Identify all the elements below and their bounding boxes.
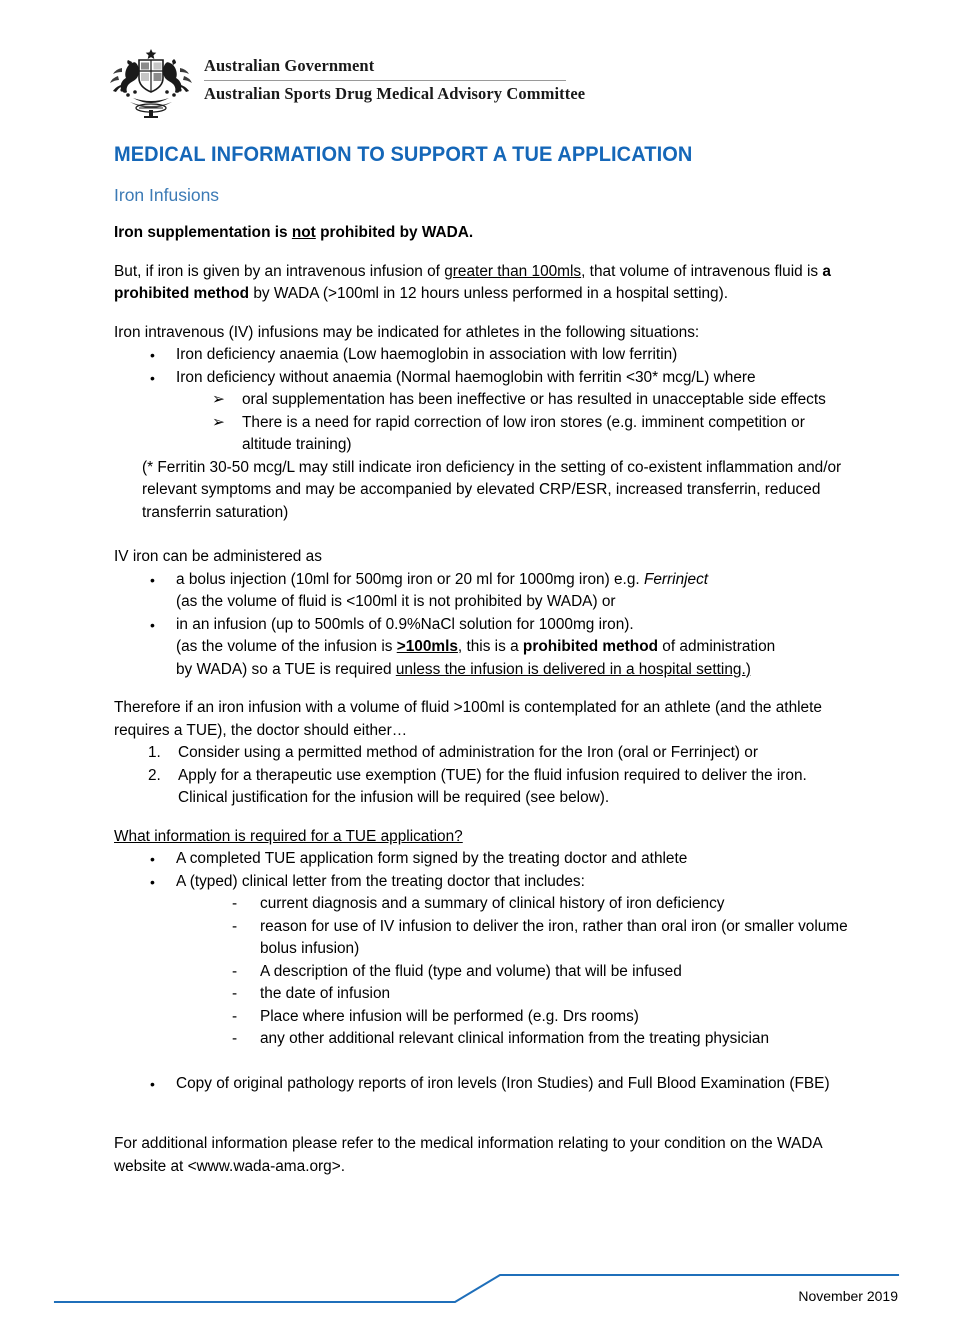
closing-paragraph: For additional information please refer to the medical information relating to your condition on the WADA website at <www.wada-ama.org>. (114, 1135, 822, 1175)
list-item (114, 742, 854, 765)
arrow-bullet-icon: ➢ (212, 391, 225, 408)
page-title: MEDICAL INFORMATION TO SUPPORT A TUE APPLICATION (114, 142, 693, 166)
footer-decorative-line (0, 1250, 954, 1320)
bullet-icon: • (150, 571, 155, 588)
list-item-label: Iron deficiency anaemia (Low haemoglobin in association with low ferritin) (176, 346, 678, 363)
requirements-heading: What information is required for a TUE application? (114, 827, 463, 845)
asdmac-label: Australian Sports Drug Medical Advisory Committee (204, 84, 586, 103)
australian-coat-of-arms-icon (108, 46, 194, 120)
list-item (114, 344, 854, 367)
list-item-label: Apply for a therapeutic use exemption (TUE) for the fluid infusion required to deliver the iron. Clinical justification for the infusion will be required (see below). (178, 766, 807, 806)
bullet-icon: • (150, 873, 155, 890)
list-item (114, 848, 854, 871)
bullet-icon: • (150, 1075, 155, 1092)
list-item-label: in an infusion (up to 500mls of 0.9%NaCl solution for 1000mg iron). (as the volume of the infusion is >100mls, this is a prohibited method of administration by WADA) so a TUE is required unless the infusion is delivered in a hospital setting.) (176, 615, 776, 678)
list-item-label: oral supplementation has been ineffective or has resulted in unacceptable side effects (242, 391, 826, 408)
page-subtitle: Iron Infusions (114, 185, 220, 205)
list-item-label: Consider using a permitted method of administration for the Iron (oral or Ferrinject) or (178, 744, 758, 761)
statement-line: Iron supplementation is not prohibited by WADA. (114, 224, 474, 241)
list-item-label: Place where infusion will be performed (e.g. Drs rooms) (260, 1007, 639, 1025)
dash-bullet-icon: - (232, 985, 238, 1002)
dash-bullet-icon: - (232, 917, 238, 935)
list-number: 1. (148, 744, 161, 761)
bullet-icon: • (150, 616, 155, 633)
list-item (114, 961, 854, 984)
list-item (114, 1028, 854, 1051)
bullet-icon: • (150, 851, 155, 867)
dash-bullet-icon: - (232, 895, 238, 912)
list-item-label: the date of infusion (260, 985, 391, 1002)
list-item-label: Copy of original pathology reports of iron levels (Iron Studies) and Full Blood Examination (FBE) (176, 1074, 830, 1092)
list-number: 2. (148, 766, 161, 784)
list-item-label: any other additional relevant clinical information from the treating physician (260, 1030, 770, 1047)
list-item-label: a bolus injection (10ml for 500mg iron or 20 ml for 1000mg iron) e.g. Ferrinject (as the volume of fluid is <100ml it is not prohibited by WADA) or (176, 570, 709, 610)
list-item-label: current diagnosis and a summary of clinical history of iron deficiency (260, 895, 725, 912)
bullet-icon: • (150, 347, 155, 363)
bullet-icon: • (150, 369, 155, 386)
indications-lead: Iron intravenous (IV) infusions may be indicated for athletes in the following situations: (114, 323, 700, 341)
document-header (108, 46, 585, 120)
dash-bullet-icon: - (232, 1030, 238, 1047)
header-divider (204, 80, 566, 81)
list-item (114, 389, 854, 412)
list-item (114, 367, 854, 390)
arrow-bullet-icon: ➢ (212, 413, 225, 431)
list-item-label: A completed TUE application form signed by the treating doctor and athlete (176, 850, 688, 867)
dash-bullet-icon: - (232, 962, 238, 980)
paragraph-but: But, if iron is given by an intravenous infusion of greater than 100mls, that volume of intravenous fluid is a prohibited method by WADA (>100ml in 12 hours unless performed in a hospital setting). (114, 262, 831, 302)
list-item (114, 1073, 854, 1096)
therefore-paragraph: Therefore if an iron infusion with a volume of fluid >100ml is contemplated for an athlete (and the athlete requires a TUE), the doctor should either… (114, 699, 822, 739)
list-item (114, 569, 854, 614)
list-item (114, 412, 854, 457)
administration-lead: IV iron can be administered as (114, 548, 322, 565)
list-item (114, 983, 854, 1006)
list-item-label: There is a need for rapid correction of low iron stores (e.g. imminent competition or altitude training) (242, 413, 805, 453)
dash-bullet-icon: - (232, 1007, 238, 1025)
list-item (114, 893, 854, 916)
list-item (114, 614, 854, 682)
document-body (114, 222, 854, 1178)
footer-date: November 2019 (798, 1288, 898, 1304)
list-item (114, 1006, 854, 1029)
list-item-label: Iron deficiency without anaemia (Normal haemoglobin with ferritin <30* mcg/L) where (176, 368, 756, 386)
list-item (114, 916, 854, 961)
list-item-label: reason for use of IV infusion to deliver the iron, rather than oral iron (or smaller volume bolus infusion) (260, 917, 848, 957)
list-item (114, 765, 854, 810)
list-item-label: A (typed) clinical letter from the treating doctor that includes: (176, 872, 585, 890)
list-item-label: A description of the fluid (type and volume) that will be infused (260, 962, 682, 980)
australian-government-label: Australian Government (204, 56, 375, 75)
government-wordmark (204, 46, 585, 104)
ferritin-note: (* Ferritin 30-50 mcg/L may still indicate iron deficiency in the setting of co-existent inflammation and/or relevant symptoms and may be accompanied by elevated CRP/ESR, increased transferrin, reduced transferrin saturation) (142, 458, 842, 521)
list-item (114, 871, 854, 894)
